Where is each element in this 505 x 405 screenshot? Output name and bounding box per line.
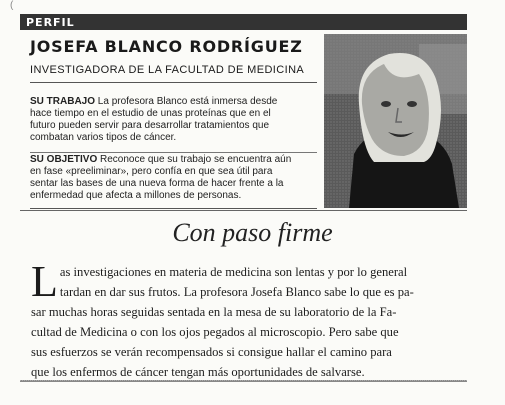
article-headline: Con paso firme	[172, 218, 333, 247]
work-line-text: La profesora Blanco está inmersa desde	[95, 96, 278, 107]
profile-role: INVESTIGADORA DE LA FACULTAD DE MEDICINA	[30, 64, 305, 76]
drop-cap: L	[31, 257, 58, 306]
goal-section	[30, 154, 320, 202]
goal-line	[30, 154, 320, 166]
bottom-divider	[20, 380, 467, 382]
divider	[30, 208, 317, 209]
work-line: futuro pueden servir para desarrollar tratamientos que	[30, 120, 270, 131]
body-line: tardan en dar sus frutos. La profesora Josefa Blanco sabe lo que es pa-	[59, 285, 414, 299]
work-heading: SU TRABAJO	[30, 96, 96, 107]
body-line: sus esfuerzos se verán recompensados si consigue hallar el camino para	[31, 345, 392, 359]
divider	[30, 152, 317, 153]
goal-heading: SU OBJETIVO	[30, 154, 98, 165]
work-line: combatan varios tipos de cáncer.	[30, 132, 177, 143]
body-line: sar muchas horas seguidas sentada en la mesa de su laboratorio de la Fa-	[31, 305, 397, 319]
work-line	[30, 96, 320, 108]
frame-divider	[20, 210, 467, 211]
goal-line-text: Reconoce que su trabajo se encuentra aún	[97, 154, 292, 165]
body-line: que los enfermos de cáncer tengan más oportunidades de salvarse.	[31, 365, 365, 379]
divider	[30, 82, 317, 83]
section-label: PERFIL	[26, 15, 75, 29]
goal-line: enfermedad que afecta a millones de personas.	[30, 190, 242, 201]
body-line: as investigaciones en materia de medicina son lentas y por lo general	[59, 265, 408, 279]
goal-line: sentar las bases de una nueva forma de hacer frente a la	[30, 178, 284, 189]
scan-mark: (	[10, 0, 14, 11]
goal-line: en fase «preeliminar», pero confía en que sea útil para	[30, 166, 273, 177]
work-line: hace tiempo en el estudio de unas proteínas que en el	[30, 108, 271, 119]
portrait-photo	[324, 34, 467, 208]
body-line: cultad de Medicina o con los ojos pegados al microscopio. Pero sabe que	[31, 325, 399, 339]
work-section	[30, 96, 320, 144]
section-header-bar	[20, 14, 467, 30]
article-body	[31, 257, 471, 382]
profile-name: JOSEFA BLANCO RODRÍGUEZ	[30, 37, 303, 56]
